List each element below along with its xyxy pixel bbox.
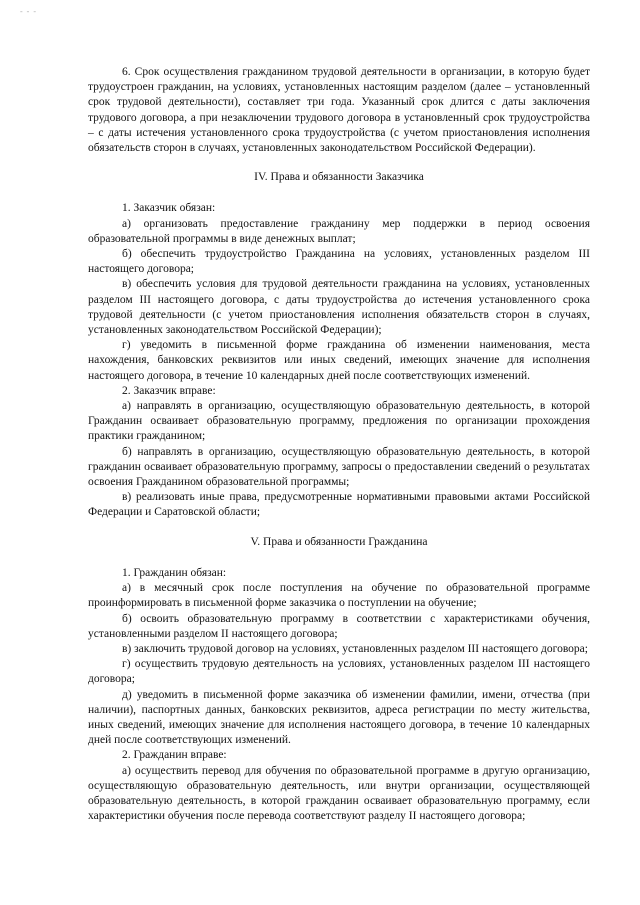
section-5-obliged-item-b: б) освоить образовательную программу в соответствии с характеристиками обучения, установленными разделом II настоящего договора; [88, 612, 590, 640]
section-5-obliged-item-v: в) заключить трудовой договор на условиях, установленных разделом III настоящего договора; [122, 642, 588, 655]
section-4-rights-header: 2. Заказчик вправе: [122, 384, 216, 397]
section-5-title: V. Права и обязанности Гражданина [250, 535, 428, 548]
section-4-obliged-item-a: а) организовать предоставление гражданину мер поддержки в период освоения образовательной программы в виде денежных выплат; [88, 217, 590, 245]
scan-corner-mark: - - - [20, 7, 37, 16]
section-5-rights-header: 2. Гражданин вправе: [122, 749, 227, 762]
section-4-obliged-item-b: б) обеспечить трудоустройство Гражданина на условиях, установленных разделом III настоящего договора; [88, 248, 590, 276]
section-4-rights-item-v: в) реализовать иные права, предусмотренные нормативными правовыми актами Российской Федерации и Саратовской области; [88, 491, 590, 519]
section-5-obliged-item-g: г) осуществить трудовую деятельность на условиях, установленных разделом III настоящего договора; [88, 658, 590, 686]
section-4-obliged-item-g: г) уведомить в письменной форме гражданина об изменении наименования, места нахождения, банковских реквизитов или иных сведений, имеющих значение для исполнения настоящего договора, в течение 10 календарных дней после соответствующих изменений. [88, 339, 590, 382]
section-4-rights-item-a: а) направлять в организацию, осуществляющую образовательную деятельность, в которой Гражданин осваивает образовательную программу, предложения по организации прохождения практики гражданином; [88, 400, 590, 443]
section-4-obliged-header: 1. Заказчик обязан: [122, 202, 216, 215]
section-5-obliged-item-d: д) уведомить в письменной форме заказчика об изменении фамилии, имени, отчества (при наличии), паспортных данных, банковских реквизитов, адреса регистрации по месту жительства, иных сведений, имеющих значение для исполнения настоящего договора, в течение 10 календарных дней после соответствующих изменений. [88, 688, 590, 747]
section-5-obliged-item-a: а) в месячный срок после поступления на обучение по образовательной программе проинформировать в письменной форме заказчика о поступлении на обучение; [88, 582, 590, 610]
section-4-obliged-item-v: в) обеспечить условия для трудовой деятельности гражданина на условиях, установленных разделом III настоящего договора, с даты трудоустройства до истечения установленного срока трудовой деятельности (с учетом приостановления исполнения обязательств сторон в случаях, установленных законодательством Российской Федерации); [88, 278, 590, 337]
section-5-rights-item-a: а) осуществить перевод для обучения по образовательной программе в другую организацию, осуществляющую образовательную деятельность, или внутри организации, осуществляющей образовательную деятельность, в которой гражданин осваивает образовательную программу, если характеристики обучения после перевода соответствуют разделу II настоящего договора; [88, 764, 590, 823]
section-3-item-6: 6. Срок осуществления гражданином трудовой деятельности в организации, в которую будет трудоустроен гражданин, на условиях, установленных настоящим разделом (далее – установленный срок трудовой деятельности), составляет три года. Указанный срок длится с даты заключения трудового договора, а при незаключении трудового договора в установленный срок трудоустройства – с даты истечения установленного срока трудоустройства (с учетом приостановления исполнения обязательств сторон в случаях, установленных законодательством Российской Федерации). [88, 66, 590, 155]
section-5-obliged-header: 1. Гражданин обязан: [122, 566, 227, 579]
section-4-rights-item-b: б) направлять в организацию, осуществляющую образовательную деятельность, в которой гражданин осваивает образовательную программу, запросы о предоставлении сведений о результатах освоения Гражданином образовательной программы; [88, 445, 590, 489]
section-4-title: IV. Права и обязанности Заказчика [254, 171, 424, 184]
